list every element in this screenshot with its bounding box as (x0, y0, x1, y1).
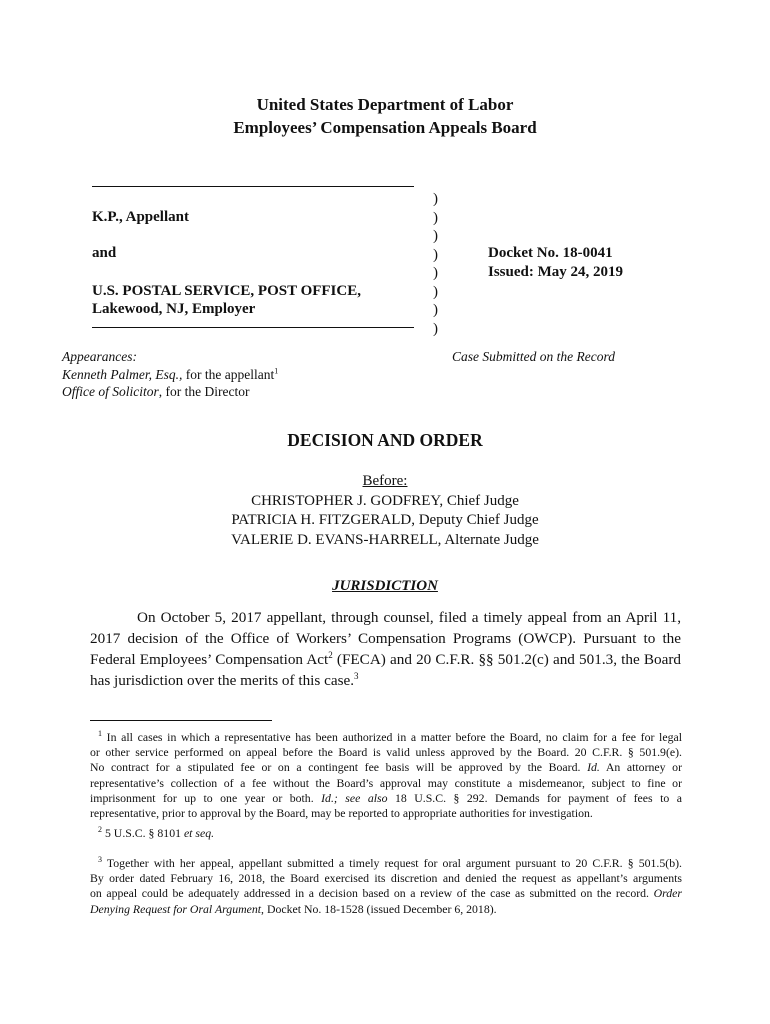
footnote-1: $^1$ In all cases in which a representative has been authorized in a matter before the Board, no claim for a fee for legal or other service performed on appeal before the Board is valid unless approved by the Board. 20 C.F.R. § 501.9(e). No contract for a stipulated fee or on a contingent fee basis will be approved by the Board. Id. An attorney or representative’s collection of a fee without the Board’s approval may constitute a misdemeanor, subject to fine or imprisonment for up to one year or both. Id.; see also 18 U.S.C. § 292. Demands for payment of fees to a representative, prior to approval by the Board, may be reported to appropriate authorities for investigation. (90, 729, 683, 821)
panel-block (0, 472, 770, 550)
decision-title: DECISION AND ORDER (287, 430, 483, 450)
appearances-label: Appearances: (62, 349, 137, 364)
paren: ) (433, 283, 438, 300)
paren: ) (433, 320, 438, 337)
board-name: Employees’ Compensation Appeals Board (233, 118, 537, 137)
paren: ) (433, 209, 438, 226)
jurisdiction-paragraph (90, 607, 681, 691)
caption-top-rule (92, 186, 414, 187)
footnote-ref[interactable]: 3 (354, 670, 359, 681)
case-caption (92, 186, 692, 336)
paragraph-line: On October 5, 2017 appellant, through counsel, filed a timely appeal from an April 11, (137, 609, 681, 626)
employer-line-2: Lakewood, NJ, Employer (92, 301, 256, 317)
and-label: and (92, 245, 117, 261)
docket-number: Docket No. 18-0041 (488, 245, 613, 261)
paren: ) (433, 246, 438, 263)
caption-paren-column (433, 190, 443, 338)
footnote-separator (90, 720, 272, 721)
agency-header (0, 93, 770, 139)
paren: ) (433, 302, 438, 318)
paren: ) (433, 265, 438, 281)
paragraph-line: Federal Employees’ Compensation Act$^2$ (FECA) and 20 C.F.R. §§ 501.2(c) and 501.3, the Board (90, 649, 681, 668)
judge-3: VALERIE D. EVANS-HARRELL, Alternate Judge (231, 531, 539, 548)
case-submitted-note: Case Submitted on the Record (452, 349, 615, 364)
agency-name: United States Department of Labor (256, 95, 514, 114)
employer-line-1: U.S. POSTAL SERVICE, POST OFFICE, (92, 283, 361, 299)
paren: ) (433, 228, 438, 244)
caption-bottom-rule (92, 327, 414, 328)
appearances-block (62, 348, 278, 401)
paragraph-line: 2017 decision of the Office of Workers’ Compensation Programs (OWCP). Pursuant to the (90, 630, 681, 647)
jurisdiction-heading: JURISDICTION (332, 578, 438, 594)
appellant-representative: Kenneth Palmer, Esq., for the appellant$^1$ (62, 366, 279, 382)
issued-date: Issued: May 24, 2019 (488, 264, 624, 280)
paragraph-line: has jurisdiction over the merits of this case.$^3$ (90, 670, 359, 689)
footnote-3: $^3$ Together with her appeal, appellant submitted a timely request for oral argument pursuant to 20 C.F.R. § 501.5(b). By order dated February 16, 2018, the Board exercised its discretion and denied the request as appellant’s arguments on appeal could be adequately addressed in a decision based on a review of the case as submitted on the record. Order Denying Request for Oral Argument, Docket No. 18-1528 (issued December 6, 2018). (90, 855, 682, 916)
appellant-name: K.P., Appellant (92, 209, 189, 225)
before-label: Before: (362, 473, 408, 489)
judge-1: CHRISTOPHER J. GODFREY, Chief Judge (251, 492, 519, 509)
director-representative: Office of Solicitor, for the Director (62, 384, 250, 399)
judge-2: PATRICIA H. FITZGERALD, Deputy Chief Judge (231, 512, 539, 528)
footnote-ref[interactable]: 1 (274, 366, 279, 375)
footnote-number: 1 (98, 729, 102, 739)
footnote-number: 3 (98, 855, 102, 865)
footnote-2: $^2$ 5 U.S.C. § 8101 et seq. (98, 825, 215, 840)
paren: ) (433, 191, 438, 207)
footnote-number: 2 (98, 825, 102, 835)
footnote-ref[interactable]: 2 (328, 649, 333, 660)
